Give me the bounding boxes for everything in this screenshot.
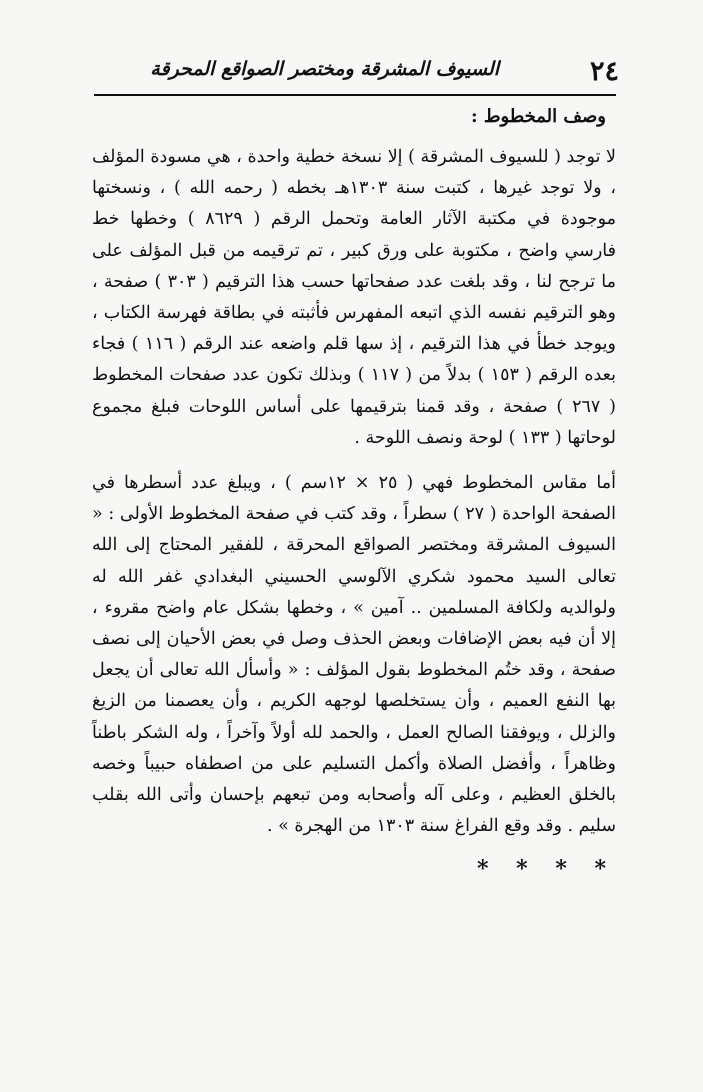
header-divider <box>94 94 616 96</box>
page-number: ٢٤ <box>589 56 619 87</box>
paragraph-description: لا توجد ( للسيوف المشرقة ) إلا نسخة خطية واحدة ، هي مسودة المؤلف ، ولا توجد غيرها ، كتبت سنة ١٣٠٣هـ بخطه ( رحمه الله ) ، ونسختها موجودة في مكتبة الآثار العامة وتحمل الرقم ( ٨٦٢٩ ) وخطها خط فارسي واضح ، مكتوبة على ورق كبير ، تم ترقيمه من قبل المؤلف على ما ترجح لنا ، وقد بلغت عدد صفحاتها حسب هذا الترقيم ( ٣٠٣ ) صفحة ، وهو الترقيم نفسه الذي اتبعه المفهرس فأثبته في بطاقة فهرسة الكتاب ، ويوجد خطأ في هذا الترقيم ، إذ سها قلم واضعه عند الرقم ( ١١٦ ) فجاء بعده الرقم ( ١٥٣ ) بدلاً من ( ١١٧ ) وبذلك تكون عدد صفحات المخطوط ( ٢٦٧ ) صفحة ، وقد قمنا بترقيمها على أساس اللوحات فبلغ مجموع لوحاتها ( ١٣٣ ) لوحة ونصف اللوحة . <box>92 147 616 448</box>
running-title: السيوف المشرقة ومختصر الصواقع المحرقة <box>150 58 499 80</box>
page-body <box>92 104 616 882</box>
section-heading: وصف المخطوط : <box>470 106 606 127</box>
section-end-ornament: * * * * <box>477 856 616 883</box>
page-header <box>94 52 619 92</box>
paragraph-dimensions: أما مقاس المخطوط فهي ( ٢٥ × ١٢سم ) ، ويبلغ عدد أسطرها في الصفحة الواحدة ( ٢٧ ) سطراً ، وقد كتب في صفحة المخطوط الأولى : « السيوف المشرقة ومختصر الصواقع المحرقة ، للفقير المحتاج إلى الله تعالى السيد محمود شكري الآلوسي الحسيني البغدادي غفر الله له ولوالديه ولكافة المسلمين .. آمين » ، وخطها بشكل عام واضح مقروء ، إلا أن فيه بعض الإضافات وبعض الحذف وصل في بعض الأحيان إلى نصف صفحة ، وقد ختُم المخطوط بقول المؤلف : « وأسأل الله تعالى أن يجعل بها النفع العميم ، وأن يستخلصها لوجهه الكريم ، وأن يعصمنا من الزيغ والزلل ، ويوفقنا الصالح العمل ، والحمد لله أولاً وآخراً ، وله الشكر باطناً وظاهراً ، وأفضل الصلاة وأكمل التسليم على من اصطفاه حبيباً وخصه بالخلق العظيم ، وعلى آله وأصحابه ومن تبعهم بإحسان وأتى الله بقلب سليم . وقد وقع الفراغ سنة ١٣٠٣ من الهجرة » . <box>92 473 616 837</box>
